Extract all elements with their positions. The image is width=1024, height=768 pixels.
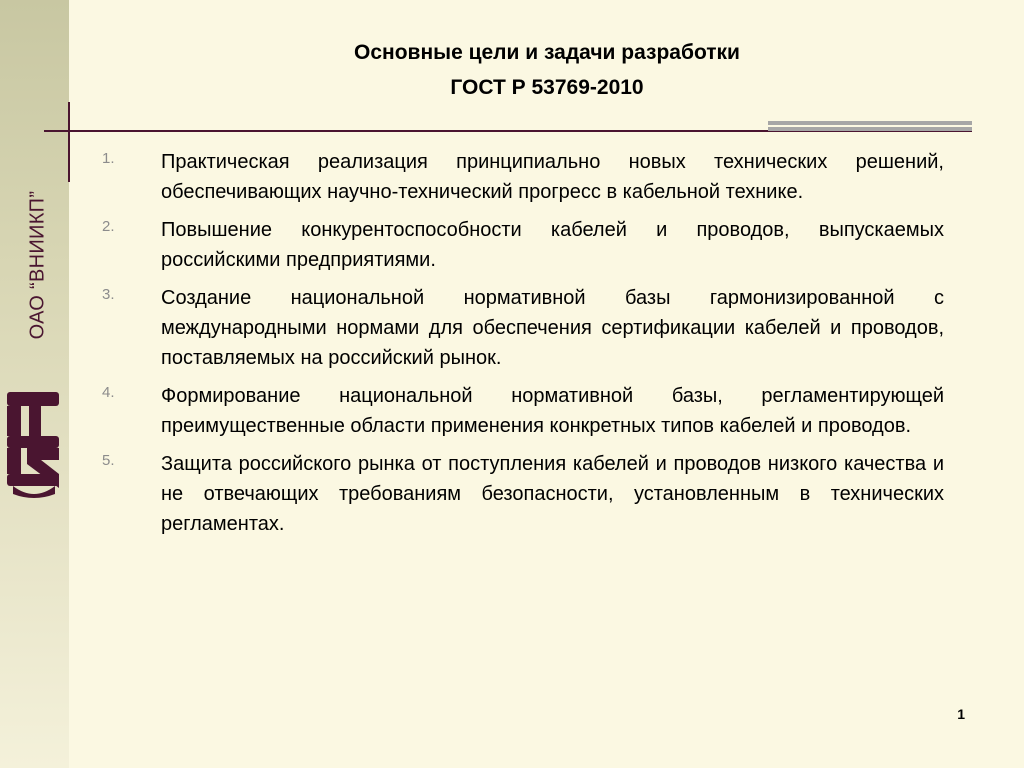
title-line-2: ГОСТ Р 53769-2010 bbox=[450, 76, 644, 99]
list-item-number: 2. bbox=[102, 218, 115, 235]
list-item-text: Защита российского рынка от поступления кабелей и проводов низкого качества и не отвечающих требованиям безопасности, установленным в технических регламентах. bbox=[161, 453, 944, 535]
slide-title bbox=[70, 35, 1024, 105]
list-item-text: Практическая реализация принципиально новых технических решений, обеспечивающих научно-технический прогресс в кабельной технике. bbox=[161, 151, 944, 203]
list-item-number: 5. bbox=[102, 452, 115, 469]
list-item bbox=[100, 381, 944, 441]
list-item bbox=[100, 147, 944, 207]
list-item-text: Повышение конкурентоспособности кабелей и проводов, выпускаемых российскими предприятиями. bbox=[161, 219, 944, 271]
page-number: 1 bbox=[957, 706, 965, 722]
list-item bbox=[100, 449, 944, 539]
list-item-number: 1. bbox=[102, 150, 115, 167]
organization-label: ОАО “ВНИИКП” bbox=[26, 190, 49, 340]
list-item-text: Создание национальной нормативной базы гармонизированной с международными нормами для обеспечения сертификации кабелей и проводов, поставляемых на российский рынок. bbox=[161, 287, 944, 369]
sidebar bbox=[0, 0, 69, 768]
list-item bbox=[100, 215, 944, 275]
list-item-number: 4. bbox=[102, 384, 115, 401]
decorative-gray-bars bbox=[768, 121, 972, 133]
decorative-vertical-line bbox=[68, 102, 70, 182]
goals-list bbox=[100, 147, 944, 547]
list-item-number: 3. bbox=[102, 286, 115, 303]
title-line-1: Основные цели и задачи разработки bbox=[354, 41, 740, 64]
list-item bbox=[100, 283, 944, 373]
list-item-text: Формирование национальной нормативной базы, регламентирующей преимущественные области применения конкретных типов кабелей и проводов. bbox=[161, 385, 944, 437]
vniikp-logo-icon bbox=[3, 390, 65, 502]
